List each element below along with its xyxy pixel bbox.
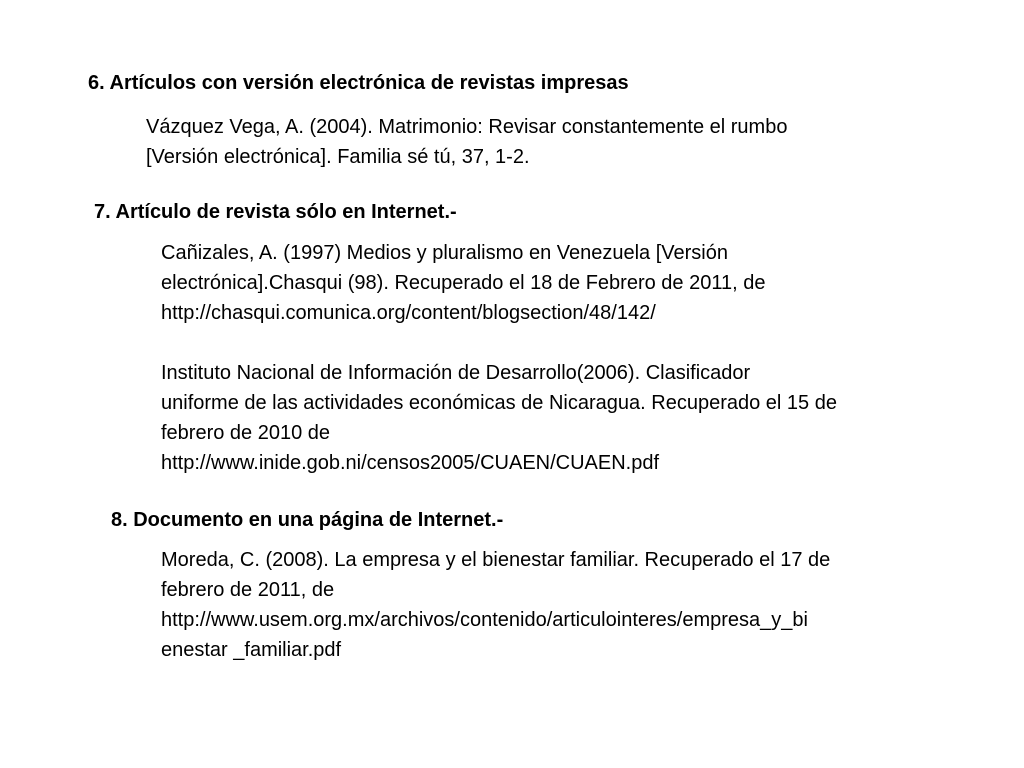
reference-line: febrero de 2011, de	[161, 579, 335, 601]
reference-line: Moreda, C. (2008). La empresa y el bienestar familiar. Recuperado el 17 de	[161, 549, 831, 571]
reference-vazquez	[146, 112, 787, 172]
reference-line: uniforme de las actividades económicas de Nicaragua. Recuperado el 15 de	[161, 392, 837, 414]
reference-url: http://www.usem.org.mx/archivos/contenido/articulointeres/empresa_y_bi	[161, 609, 808, 631]
reference-line: Cañizales, A. (1997) Medios y pluralismo en Venezuela [Versión	[161, 242, 728, 264]
reference-line: [Versión electrónica]. Familia sé tú, 37, 1-2.	[146, 146, 530, 168]
reference-url: http://chasqui.comunica.org/content/blogsection/48/142/	[161, 302, 656, 324]
reference-line: Vázquez Vega, A. (2004). Matrimonio: Revisar constantemente el rumbo	[146, 116, 788, 138]
reference-moreda	[161, 545, 830, 665]
reference-line: febrero de 2010 de	[161, 422, 331, 444]
reference-canizales	[161, 238, 765, 328]
reference-line: Instituto Nacional de Información de Desarrollo(2006). Clasificador	[161, 362, 751, 384]
reference-inide	[161, 358, 837, 478]
section-heading-8: 8. Documento en una página de Internet.-	[111, 509, 504, 531]
reference-line: electrónica].Chasqui (98). Recuperado el 18 de Febrero de 2011, de	[161, 272, 766, 294]
section-heading-6: 6. Artículos con versión electrónica de revistas impresas	[88, 72, 629, 94]
section-heading-7: 7. Artículo de revista sólo en Internet.-	[94, 201, 457, 223]
reference-url: enestar _familiar.pdf	[161, 639, 342, 661]
reference-url: http://www.inide.gob.ni/censos2005/CUAEN/CUAEN.pdf	[161, 452, 660, 474]
